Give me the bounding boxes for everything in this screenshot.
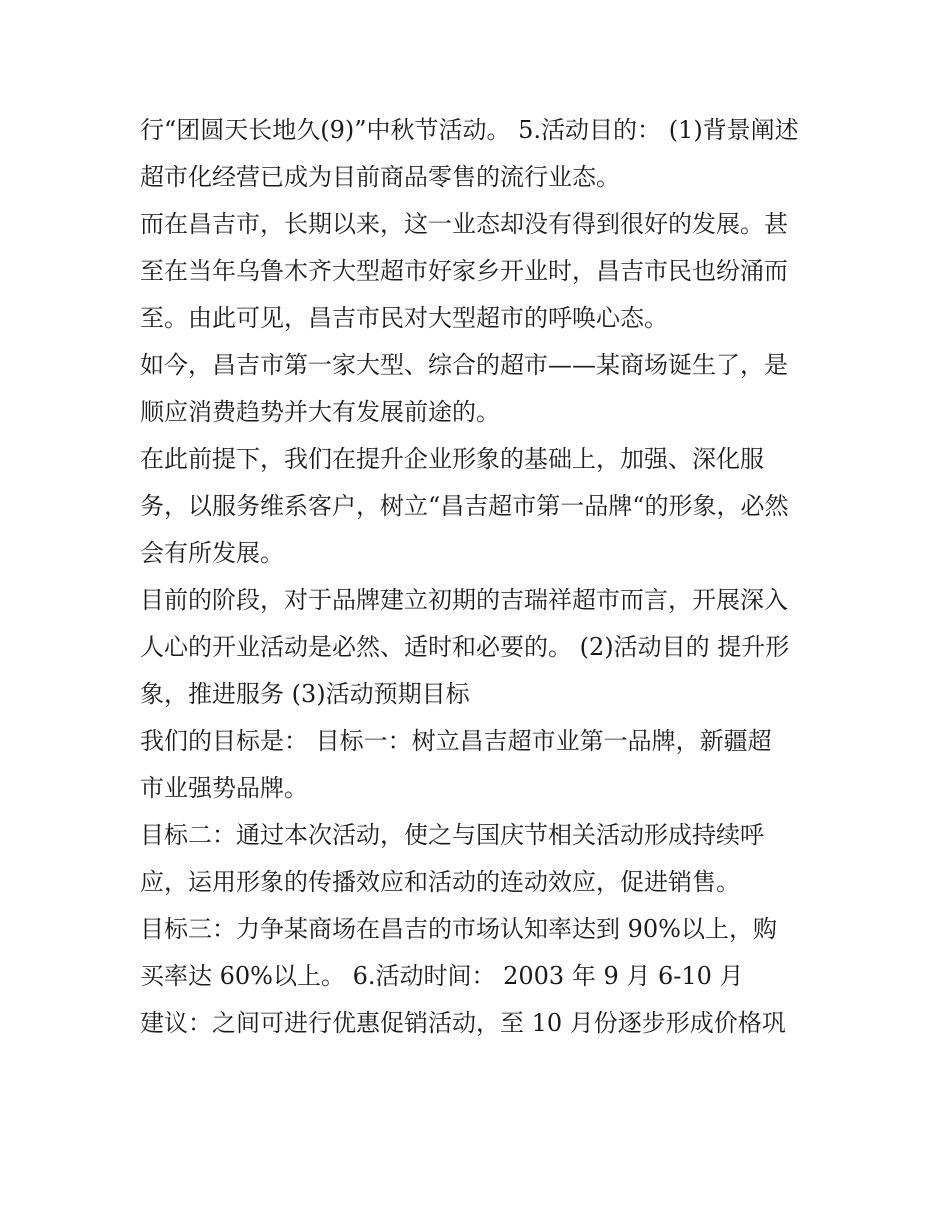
text-line: 会有所发展。 <box>140 539 284 567</box>
text-line: 行“团圆天长地久(9)”中秋节活动。 5.活动目的： (1)背景阐述 <box>140 116 799 144</box>
text-line: 目标三：力争某商场在昌吉的市场认知率达到 90%以上，购 <box>140 915 777 943</box>
text-line: 我们的目标是： 目标一：树立昌吉超市业第一品牌，新疆超 <box>140 727 772 755</box>
text-line: 市业强势品牌。 <box>140 774 308 802</box>
text-line: 至。由此可见，昌吉市民对大型超市的呼唤心态。 <box>140 304 668 332</box>
text-line: 务，以服务维系客户，树立“昌吉超市第一品牌“的形象，必然 <box>140 492 789 520</box>
text-line: 目前的阶段，对于品牌建立初期的吉瑞祥超市而言，开展深入 <box>140 586 788 614</box>
text-line: 在此前提下，我们在提升企业形象的基础上，加强、深化服 <box>140 445 764 473</box>
text-line: 象，推进服务 (3)活动预期目标 <box>140 680 470 708</box>
text-line: 而在昌吉市，长期以来，这一业态却没有得到很好的发展。甚 <box>140 210 788 238</box>
document-body <box>140 107 820 1047</box>
text-line: 超市化经营已成为目前商品零售的流行业态。 <box>140 163 620 191</box>
text-line: 如今，昌吉市第一家大型、综合的超市——某商场诞生了，是 <box>140 351 788 379</box>
text-line: 人心的开业活动是必然、适时和必要的。 (2)活动目的 提升形 <box>140 633 790 661</box>
text-line: 买率达 60%以上。 6.活动时间： 2003 年 9 月 6-10 月 <box>140 962 744 990</box>
text-line: 应，运用形象的传播效应和活动的连动效应，促进销售。 <box>140 868 740 896</box>
text-line: 建议：之间可进行优惠促销活动，至 10 月份逐步形成价格巩 <box>140 1009 786 1037</box>
text-line: 顺应消费趋势并大有发展前途的。 <box>140 398 500 426</box>
text-line: 至在当年乌鲁木齐大型超市好家乡开业时，昌吉市民也纷涌而 <box>140 257 788 285</box>
text-line: 目标二：通过本次活动，使之与国庆节相关活动形成持续呼 <box>140 821 764 849</box>
